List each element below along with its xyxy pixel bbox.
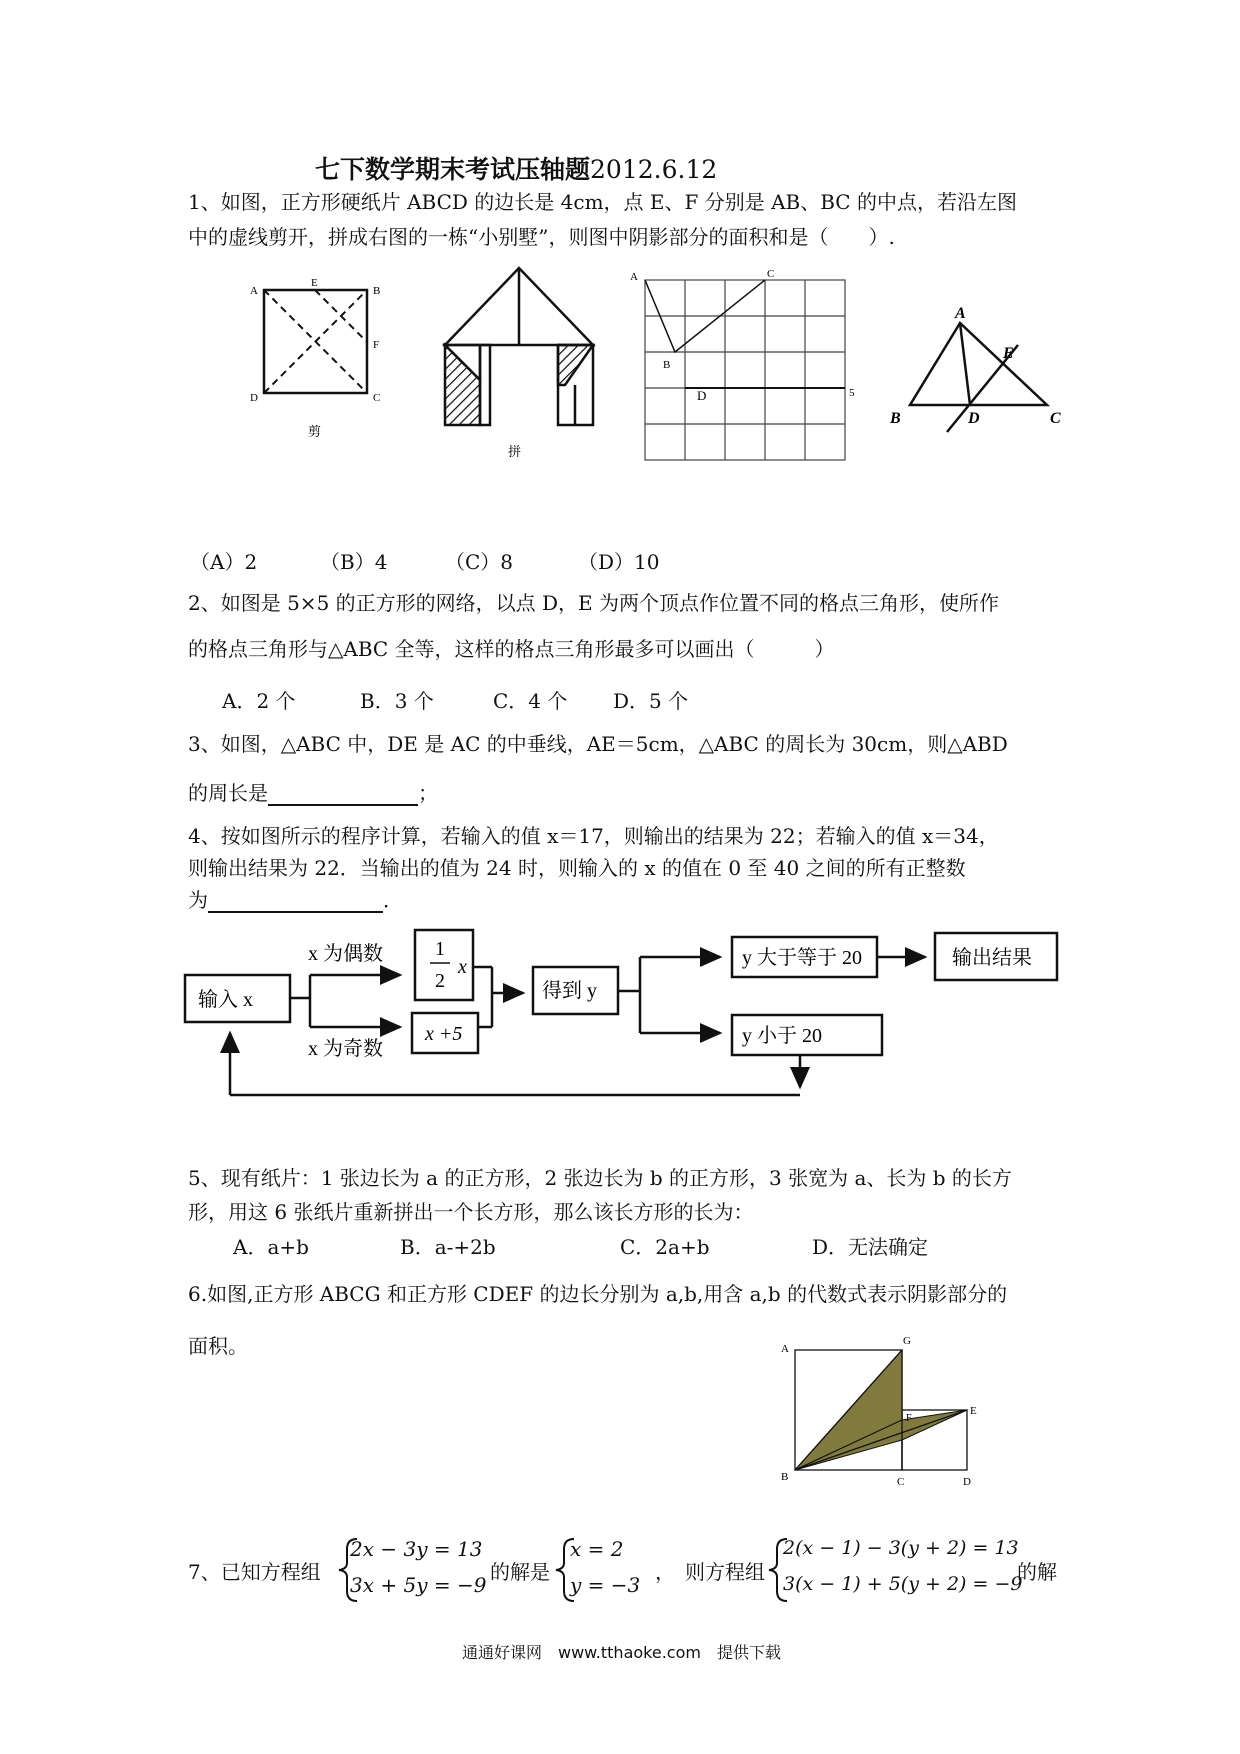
q7-eq4: 3(x − 1) + 5(y + 2) = −9 — [783, 1573, 1023, 1595]
q6-label-a: A — [781, 1343, 789, 1355]
q6-label-f: F — [906, 1413, 912, 1424]
q2-option-a: A．2 个 — [222, 689, 296, 713]
q6-label-g: G — [903, 1335, 911, 1347]
q7-mid: 的解是 — [490, 1560, 550, 1584]
flow-half-den: 2 — [435, 970, 445, 992]
q2-option-c: C．4 个 — [493, 689, 568, 713]
title-date: 2012.6.12 — [590, 155, 718, 184]
q5-option-d: D．无法确定 — [812, 1235, 929, 1259]
q5-option-a: A．a+b — [233, 1235, 309, 1259]
q6-line2: 面积。 — [188, 1334, 248, 1358]
q6-label-d: D — [963, 1476, 971, 1488]
q3-line2 — [188, 780, 438, 806]
q4-line3 — [188, 887, 403, 913]
q4-line2: 则输出结果为 22．当输出的值为 24 时，则输入的 x 的值在 0 至 40 之间的所有正整数 — [188, 856, 966, 880]
label-d: D — [250, 392, 258, 404]
label-a: A — [250, 285, 258, 297]
left-wall-strip — [480, 345, 490, 425]
grid-label-b: B — [663, 359, 671, 371]
q1-option-d: （D）10 — [578, 550, 660, 574]
flow-half-var: x — [458, 956, 467, 978]
q4-flowchart — [180, 915, 1070, 1115]
tri-label-c: C — [1050, 410, 1061, 427]
q7-sol1: x = 2 — [570, 1537, 624, 1561]
grid-lines — [645, 280, 845, 460]
page-title — [315, 150, 717, 186]
q2-line2: 的格点三角形与△ABC 全等，这样的格点三角形最多可以画出（ ） — [188, 637, 835, 661]
segment-ad — [960, 323, 970, 405]
flow-ge20: y 大于等于 20 — [742, 947, 862, 969]
q1-option-a: （A）2 — [190, 550, 258, 574]
q6-line1: 6.如图,正方形 ABCG 和正方形 CDEF 的边长分别为 a,b,用含 a,b 的代数式表示阴影部分的 — [188, 1282, 1008, 1306]
grid-label-a: A — [630, 271, 638, 283]
q7-sol2: y = −3 — [570, 1573, 641, 1597]
grid-label-d: D — [697, 388, 707, 403]
q1-house-figure — [425, 260, 615, 460]
q5-line1: 5、现有纸片：1 张边长为 a 的正方形，2 张边长为 b 的正方形，3 张宽为 a、长为 b 的长方 — [188, 1166, 1012, 1190]
flow-lt20: y 小于 20 — [742, 1025, 822, 1047]
grid-label-c: C — [767, 268, 775, 280]
label-f: F — [373, 339, 380, 351]
q4-answer-blank[interactable] — [208, 891, 383, 913]
tri-label-d: D — [968, 410, 980, 427]
q2-option-b: B．3 个 — [360, 689, 434, 713]
flow-output: 输出结果 — [952, 947, 1032, 969]
q7-eq2: 3x + 5y = −9 — [350, 1573, 487, 1597]
flow-even: x 为偶数 — [308, 943, 383, 965]
q6-figure — [775, 1330, 990, 1490]
q3-line2-end: ； — [418, 781, 438, 805]
flow-input: 输入 x — [198, 989, 253, 1011]
q4-line3-text: 为 — [188, 888, 208, 912]
flow-odd: x 为奇数 — [308, 1038, 383, 1060]
tri-label-e: E — [1003, 345, 1014, 362]
label-c: C — [373, 392, 381, 404]
tri-label-a: A — [955, 305, 966, 322]
q7-mid2: ， 则方程组 — [655, 1560, 765, 1584]
q7-prefix: 7、已知方程组 — [188, 1560, 321, 1584]
q5-line2: 形，用这 6 张纸片重新拼出一个长方形，那么该长方形的长为： — [188, 1200, 754, 1224]
q2-option-d: D．5 个 — [613, 689, 689, 713]
q2-line1: 2、如图是 5×5 的正方形的网络，以点 D，E 为两个顶点作位置不同的格点三角形，使所作 — [188, 591, 999, 615]
q6-label-b: B — [781, 1471, 789, 1483]
q4-line3-end: ． — [383, 888, 403, 912]
q3-line1: 3、如图，△ABC 中，DE 是 AC 的中垂线，AE＝5cm，△ABC 的周长为 30cm，则△ABD — [188, 732, 1008, 756]
q3-line2-text: 的周长是 — [188, 781, 268, 805]
q2-grid-figure — [625, 260, 855, 470]
q1-line2: 中的虚线剪开，拼成右图的一栋“小别墅”，则图中阴影部分的面积和是（ ）. — [188, 225, 895, 249]
label-b: B — [373, 285, 381, 297]
q7-eq3: 2(x − 1) − 3(y + 2) = 13 — [783, 1537, 1019, 1559]
right-shaded-part — [558, 345, 593, 385]
flow-half-num: 1 — [435, 938, 445, 960]
q3-triangle-figure — [875, 300, 1075, 440]
q1-line1: 1、如图，正方形硬纸片 ABCD 的边长是 4cm，点 E、F 分别是 AB、BC 的中点，若沿左图 — [188, 190, 1017, 214]
tri-label-b: B — [890, 410, 901, 427]
flow-get-y: 得到 y — [542, 980, 597, 1002]
caption-cut: 剪 — [308, 424, 322, 439]
left-shaded-part — [445, 345, 480, 425]
title-text: 七下数学期末考试压轴题 — [315, 155, 591, 184]
q5-option-b: B．a-+2b — [400, 1235, 496, 1259]
flow-plus5: x +5 — [425, 1023, 463, 1045]
page-footer: 通通好课网 www.tthaoke.com 提供下载 — [462, 1643, 781, 1662]
q3-answer-blank[interactable] — [268, 784, 418, 806]
q1-square-figure — [245, 275, 395, 440]
caption-assemble: 拼 — [508, 444, 522, 459]
q5-option-c: C．2a+b — [620, 1235, 710, 1259]
q7-suffix: 的解 — [1017, 1560, 1057, 1584]
label-e: E — [311, 277, 318, 289]
q6-label-c: C — [897, 1476, 905, 1488]
q4-line1: 4、按如图所示的程序计算，若输入的值 x＝17，则输出的结果为 22；若输入的值 x＝34， — [188, 824, 999, 848]
q1-option-c: （C）8 — [445, 550, 514, 574]
q7-eq1: 2x − 3y = 13 — [350, 1537, 483, 1561]
grid-label-e: 5 — [849, 387, 855, 399]
q6-label-e: E — [970, 1405, 977, 1417]
q1-option-b: （B）4 — [320, 550, 388, 574]
